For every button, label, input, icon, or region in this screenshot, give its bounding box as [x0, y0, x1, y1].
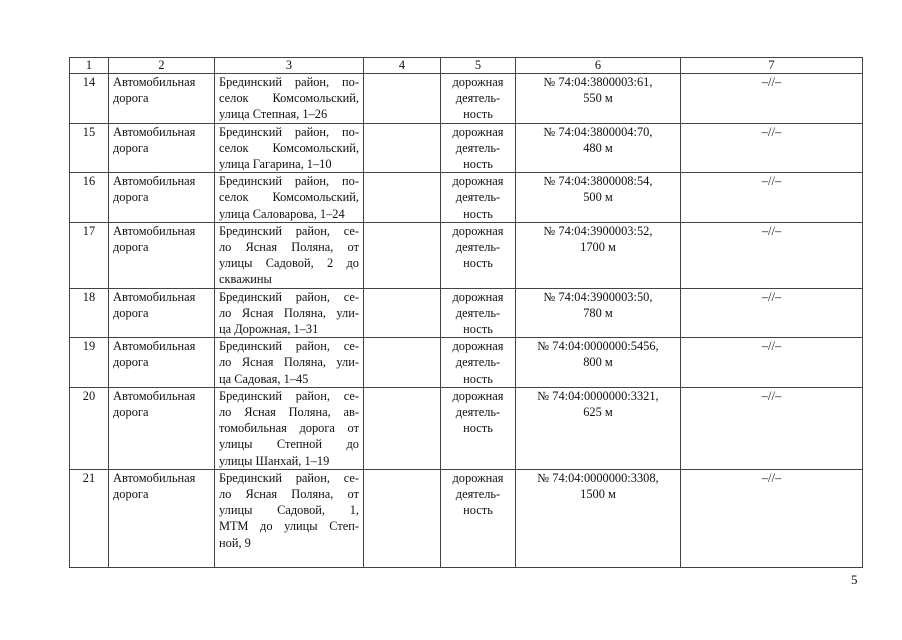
land-use-line: дорожная [452, 388, 504, 403]
land-use-line: деятель- [455, 91, 501, 106]
object-type-cell [109, 222, 215, 288]
land-use-line: ность [463, 206, 493, 221]
land-use-line: деятель- [455, 240, 501, 255]
table-row [70, 469, 863, 567]
row-number-cell: 15 [70, 123, 109, 173]
cadastral-line: № 74:04:3800008:54, [543, 174, 653, 189]
land-use-cell [441, 288, 516, 338]
note-cell: –//– [681, 222, 863, 288]
land-use-cell [441, 338, 516, 388]
object-type-line: дорога [113, 240, 149, 255]
column-4-cell [364, 387, 441, 469]
page-number: 5 [851, 572, 858, 587]
cadastral-number-cell [516, 222, 681, 288]
object-type-cell [109, 387, 215, 469]
location-line: Брединский район, по- [219, 124, 359, 139]
object-type-line: Автомобильная [113, 388, 196, 403]
cadastral-number-cell [516, 338, 681, 388]
location-line: томобильная дорога от [219, 421, 359, 436]
header-row [70, 58, 863, 74]
cadastral-line: 780 м [583, 305, 613, 320]
location-cell [215, 469, 364, 567]
location-cell [215, 387, 364, 469]
object-type-line: Автомобильная [113, 75, 196, 89]
location-line: селок Комсомольский, [219, 91, 359, 106]
location-line: улицы Садовой, 2 до [219, 256, 359, 271]
object-type-line: Автомобильная [113, 470, 196, 485]
column-header-3: 3 [215, 58, 364, 74]
location-line: Брединский район, по- [219, 75, 359, 89]
cadastral-line: 500 м [583, 190, 613, 205]
road-register-table [69, 57, 863, 568]
object-type-line: Автомобильная [113, 223, 196, 238]
note-cell: –//– [681, 288, 863, 338]
column-4-cell [364, 74, 441, 124]
column-4-cell [364, 338, 441, 388]
object-type-line: дорога [113, 487, 149, 502]
object-type-line: дорога [113, 405, 149, 420]
location-line: Брединский район, се- [219, 223, 359, 238]
location-line: ца Садовая, 1–45 [219, 371, 309, 386]
land-use-line: дорожная [452, 470, 504, 485]
location-cell [215, 288, 364, 338]
column-header-1: 1 [70, 58, 109, 74]
location-line: улицы Шанхай, 1–19 [219, 453, 330, 468]
location-line: Брединский район, по- [219, 174, 359, 189]
column-4-cell [364, 173, 441, 223]
row-number-cell: 19 [70, 338, 109, 388]
column-header-7: 7 [681, 58, 863, 74]
column-header-2: 2 [109, 58, 215, 74]
cadastral-number-cell [516, 288, 681, 338]
land-use-cell [441, 387, 516, 469]
column-header-6: 6 [516, 58, 681, 74]
location-line: Брединский район, се- [219, 289, 359, 304]
note-cell: –//– [681, 469, 863, 567]
object-type-cell [109, 74, 215, 124]
cadastral-line: № 74:04:0000000:3308, [537, 470, 659, 485]
location-cell [215, 222, 364, 288]
land-use-line: деятель- [455, 305, 501, 320]
location-line: ной, 9 [219, 535, 251, 550]
location-line: ло Ясная Поляна, ав- [219, 405, 359, 420]
row-number-cell: 18 [70, 288, 109, 338]
cadastral-line: № 74:04:3900003:50, [543, 289, 653, 304]
object-type-line: дорога [113, 140, 149, 155]
column-header-4: 4 [364, 58, 441, 74]
table-row [70, 288, 863, 338]
location-line: улица Степная, 1–26 [219, 107, 328, 122]
object-type-line: Автомобильная [113, 339, 196, 354]
object-type-line: дорога [113, 190, 149, 205]
land-use-line: ность [463, 157, 493, 172]
location-line: улицы Степной до [219, 437, 359, 452]
cadastral-number-cell [516, 469, 681, 567]
table-row [70, 74, 863, 124]
object-type-cell [109, 469, 215, 567]
land-use-line: деятель- [455, 190, 501, 205]
column-4-cell [364, 288, 441, 338]
land-use-cell [441, 123, 516, 173]
row-number-cell: 20 [70, 387, 109, 469]
location-line: улица Саловарова, 1–24 [219, 206, 345, 221]
column-4-cell [364, 469, 441, 567]
table-body [70, 74, 863, 568]
note-cell: –//– [681, 123, 863, 173]
land-use-cell [441, 222, 516, 288]
location-line: улица Гагарина, 1–10 [219, 157, 332, 172]
table-row [70, 173, 863, 223]
cadastral-line: 800 м [583, 355, 613, 370]
object-type-line: дорога [113, 355, 149, 370]
object-type-cell [109, 123, 215, 173]
location-line: Брединский район, се- [219, 470, 359, 485]
object-type-cell [109, 288, 215, 338]
object-type-line: дорога [113, 91, 149, 106]
table-row [70, 338, 863, 388]
table-header [70, 58, 863, 74]
land-use-cell [441, 469, 516, 567]
land-use-line: дорожная [452, 124, 504, 139]
cadastral-line: 1500 м [580, 487, 616, 502]
land-use-line: деятель- [455, 487, 501, 502]
land-use-line: деятель- [455, 355, 501, 370]
cadastral-line: № 74:04:0000000:3321, [537, 388, 659, 403]
location-line: Брединский район, се- [219, 339, 359, 354]
land-use-line: ность [463, 503, 493, 518]
land-use-line: ность [463, 322, 493, 337]
land-use-line: дорожная [452, 75, 504, 89]
location-cell [215, 74, 364, 124]
cadastral-line: № 74:04:0000000:5456, [537, 339, 659, 354]
location-cell [215, 173, 364, 223]
cadastral-line: 1700 м [580, 240, 616, 255]
table-row [70, 123, 863, 173]
note-cell: –//– [681, 74, 863, 124]
land-use-line: дорожная [452, 339, 504, 354]
row-number-cell: 17 [70, 222, 109, 288]
table-row [70, 222, 863, 288]
object-type-line: дорога [113, 305, 149, 320]
note-cell: –//– [681, 338, 863, 388]
location-line: ло Ясная Поляна, от [219, 487, 359, 502]
object-type-line: Автомобильная [113, 174, 196, 189]
land-use-line: деятель- [455, 405, 501, 420]
location-line: МТМ до улицы Степ- [219, 519, 359, 534]
column-4-cell [364, 222, 441, 288]
cadastral-number-cell [516, 387, 681, 469]
cadastral-line: № 74:04:3800003:61, [543, 75, 653, 89]
table-row [70, 387, 863, 469]
land-use-line: ность [463, 256, 493, 271]
object-type-cell [109, 338, 215, 388]
location-line: улицы Садовой, 1, [219, 503, 359, 518]
location-line: Брединский район, се- [219, 388, 359, 403]
row-number-cell: 14 [70, 74, 109, 124]
land-use-line: ность [463, 107, 493, 122]
row-number-cell: 21 [70, 469, 109, 567]
location-line: ца Дорожная, 1–31 [219, 322, 319, 337]
land-use-cell [441, 173, 516, 223]
cadastral-number-cell [516, 173, 681, 223]
location-line: селок Комсомольский, [219, 190, 359, 205]
location-line: скважины [219, 272, 272, 287]
row-number-cell: 16 [70, 173, 109, 223]
cadastral-number-cell [516, 74, 681, 124]
location-line: ло Ясная Поляна, ули- [219, 305, 359, 320]
cadastral-line: 625 м [583, 405, 613, 420]
location-cell [215, 123, 364, 173]
note-cell: –//– [681, 387, 863, 469]
land-use-line: дорожная [452, 174, 504, 189]
cadastral-line: № 74:04:3800004:70, [543, 124, 653, 139]
cadastral-line: 550 м [583, 91, 613, 106]
location-cell [215, 338, 364, 388]
cadastral-number-cell [516, 123, 681, 173]
cadastral-line: 480 м [583, 140, 613, 155]
land-use-cell [441, 74, 516, 124]
note-cell: –//– [681, 173, 863, 223]
object-type-line: Автомобильная [113, 289, 196, 304]
location-line: ло Ясная Поляна, от [219, 240, 359, 255]
land-use-line: деятель- [455, 140, 501, 155]
cadastral-line: № 74:04:3900003:52, [543, 223, 653, 238]
object-type-line: Автомобильная [113, 124, 196, 139]
land-use-line: ность [463, 371, 493, 386]
column-header-5: 5 [441, 58, 516, 74]
object-type-cell [109, 173, 215, 223]
land-use-line: дорожная [452, 289, 504, 304]
column-4-cell [364, 123, 441, 173]
land-use-line: дорожная [452, 223, 504, 238]
location-line: ло Ясная Поляна, ули- [219, 355, 359, 370]
location-line: селок Комсомольский, [219, 140, 359, 155]
land-use-line: ность [463, 421, 493, 436]
